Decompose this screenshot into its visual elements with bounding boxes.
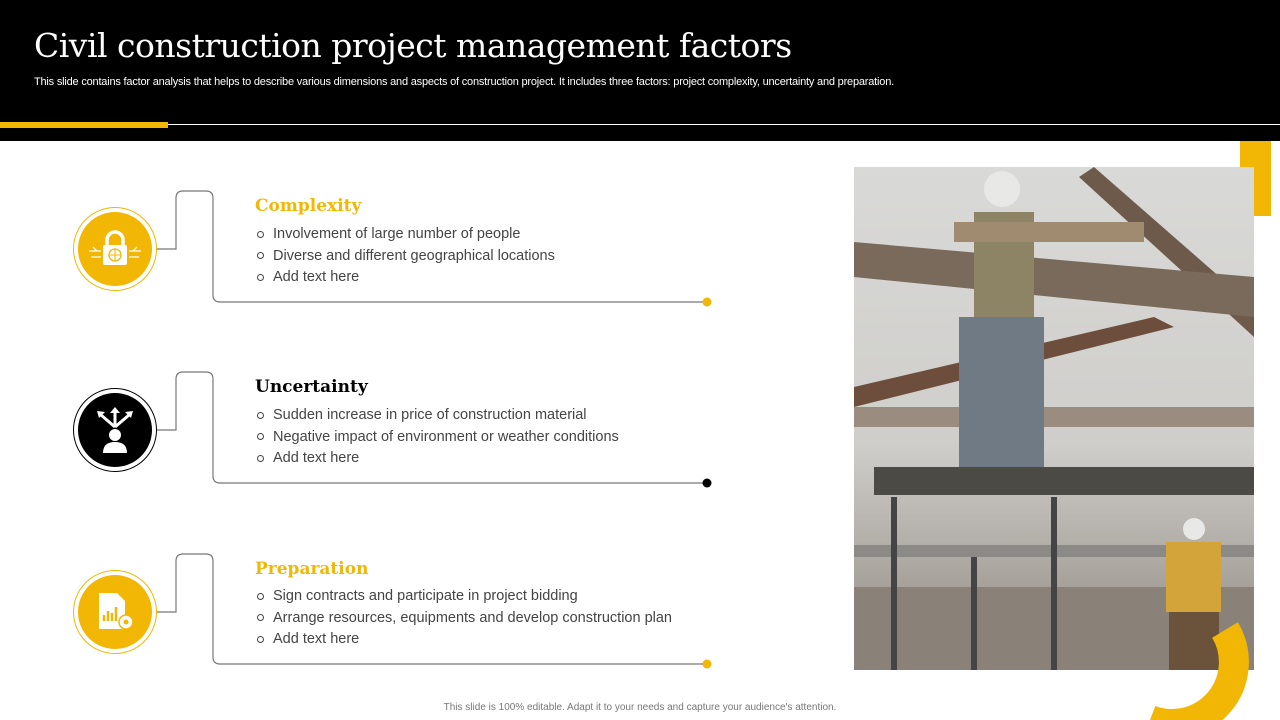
factor-list (257, 224, 555, 289)
factor-heading: Complexity (255, 196, 362, 216)
bullet-icon (257, 252, 264, 259)
page-subtitle: This slide contains factor analysis that helps to describe various dimensions and aspects of construction project. It includes three factors: project complexity, uncertainty and preparation. (34, 76, 894, 88)
accent-bar (0, 122, 168, 128)
item-text: Add text here (273, 450, 360, 466)
factor-preparation (0, 543, 760, 683)
item-text: Negative impact of environment or weather conditions (273, 428, 619, 445)
divider (168, 124, 1280, 125)
list-item (257, 224, 555, 246)
footer-note: This slide is 100% editable. Adapt it to your needs and capture your audience's attention. (443, 702, 837, 713)
list-item (257, 608, 672, 630)
item-text: Add text here (273, 631, 360, 647)
factor-complexity (0, 180, 760, 320)
item-text: Arrange resources, equipments and develop construction plan (273, 609, 672, 626)
bullet-icon (257, 593, 264, 600)
list-item (257, 246, 555, 268)
list-item (257, 405, 619, 427)
item-text: Sudden increase in price of construction material (273, 407, 587, 423)
lock-globe-icon (87, 229, 143, 269)
construction-photo (854, 167, 1254, 670)
document-gear-icon (95, 591, 135, 633)
bullet-icon (257, 433, 264, 440)
construction-photo-illustration (854, 167, 1254, 670)
complexity-icon-circle (73, 207, 157, 291)
bullet-icon (257, 274, 264, 281)
factor-heading: Uncertainty (255, 377, 368, 397)
bullet-icon (257, 636, 264, 643)
list-item (257, 448, 619, 470)
list-item (257, 427, 619, 449)
factor-uncertainty (0, 361, 760, 501)
factor-list (257, 586, 672, 651)
list-item (257, 267, 555, 289)
bullet-icon (257, 412, 264, 419)
preparation-icon-circle (73, 570, 157, 654)
item-text: Add text here (273, 269, 360, 285)
uncertainty-icon-circle (73, 388, 157, 472)
bullet-icon (257, 231, 264, 238)
item-text: Sign contracts and participate in project bidding (273, 588, 578, 604)
bullet-icon (257, 455, 264, 462)
page-title: Civil construction project management factors (34, 26, 792, 65)
factor-list (257, 405, 619, 470)
person-arrows-icon (93, 407, 137, 453)
item-text: Diverse and different geographical locations (273, 247, 555, 264)
item-text: Involvement of large number of people (273, 226, 521, 242)
factor-heading: Preparation (255, 559, 369, 579)
header (0, 0, 1280, 141)
list-item (257, 629, 672, 651)
list-item (257, 586, 672, 608)
bullet-icon (257, 614, 264, 621)
